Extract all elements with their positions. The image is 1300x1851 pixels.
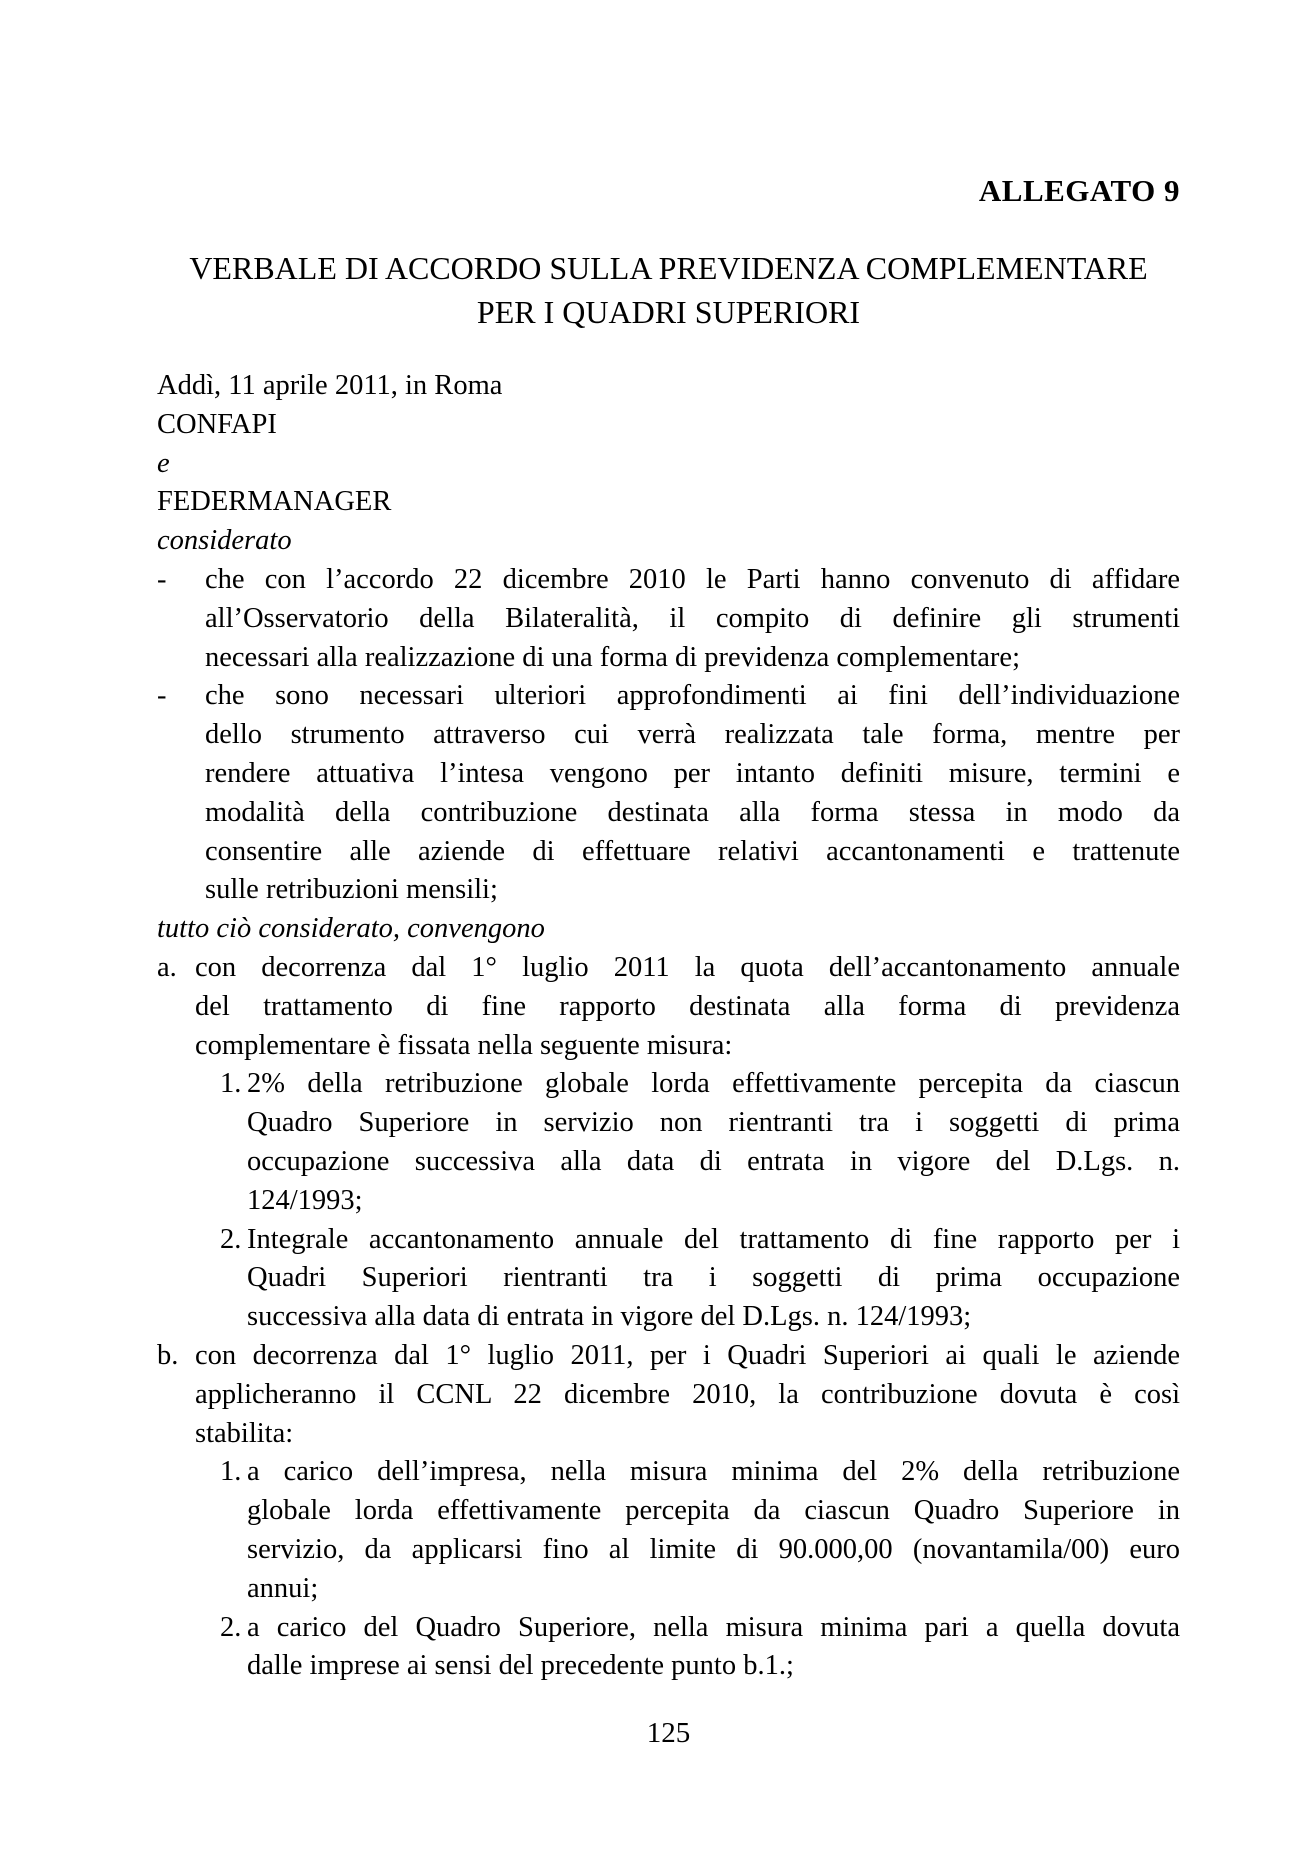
item-line: Integrale accantonamento annuale del trattamento di fine rapporto per i [247,1223,1180,1255]
title-line: PER I QUADRI SUPERIORI [476,294,861,330]
document-body [157,367,1180,1686]
item-line: applicheranno il CCNL 22 dicembre 2010, la contribuzione dovuta è così [195,1378,1180,1410]
item-line: complementare è fissata nella seguente misura: [195,1029,733,1061]
item-line: occupazione successiva alla data di entrata in vigore del D.Lgs. n. [247,1145,1180,1177]
title-line: VERBALE DI ACCORDO SULLA PREVIDENZA COMPLEMENTARE [189,250,1148,286]
item-line: dello strumento attraverso cui verrà realizzata tale forma, mentre per [205,719,1180,751]
list-marker: - [157,680,167,712]
document-title [157,246,1180,334]
item-line: all’Osservatorio della Bilateralità, il compito di definire gli strumenti [205,602,1180,634]
paragraph-line: Addì, 11 aprile 2011, in Roma [157,370,503,401]
paragraph-line: FEDERMANAGER [157,486,392,518]
list-item-lines [205,561,1180,677]
list-item [157,1453,1180,1608]
list-item [157,1221,1180,1337]
paragraph-line: tutto ciò considerato, convengono [157,913,545,945]
list-item [157,677,1180,910]
list-item-lines [195,1337,1180,1453]
item-line: Quadro Superiore in servizio non rientranti tra i soggetti di prima [247,1107,1180,1139]
list-item-lines [247,1221,1180,1337]
list-item-lines [247,1453,1180,1608]
list-marker: 2. [220,1611,242,1643]
item-line: che sono necessari ulteriori approfondimenti ai fini dell’individuazione [205,680,1180,712]
annex-label: ALLEGATO 9 [978,173,1180,208]
item-line: necessari alla realizzazione di una forma di previdenza complementare; [205,641,1020,673]
list-marker: - [157,563,167,595]
list-marker: 1. [220,1456,242,1488]
item-line: stabilita: [195,1417,294,1449]
item-line: servizio, da applicarsi fino al limite di 90.000,00 (novantamila/00) euro [247,1533,1180,1565]
item-line: sulle retribuzioni mensili; [205,874,498,906]
list-marker: 1. [220,1068,242,1100]
item-line: a carico dell’impresa, nella misura minima del 2% della retribuzione [247,1456,1180,1488]
item-line: Quadri Superiori rientranti tra i soggetti di prima occupazione [247,1262,1180,1294]
document-content [157,0,1180,1686]
list-item [157,1337,1180,1453]
list-item-lines [247,1065,1180,1220]
item-line: dalle imprese ai sensi del precedente punto b.1.; [247,1650,794,1682]
item-line: a carico del Quadro Superiore, nella misura minima pari a quella dovuta [247,1611,1180,1643]
item-line: consentire alle aziende di effettuare relativi accantonamenti e trattenute [205,835,1180,867]
item-line: annui; [247,1572,319,1604]
item-line: successiva alla data di entrata in vigore del D.Lgs. n. 124/1993; [247,1301,972,1333]
list-marker: a. [157,951,177,983]
paragraph-line: CONFAPI [157,408,277,440]
list-item-lines [247,1609,1180,1687]
list-item [157,1065,1180,1220]
item-line: 2% della retribuzione globale lorda effettivamente percepita da ciascun [247,1068,1180,1100]
list-item [157,561,1180,677]
list-item-lines [205,677,1180,910]
item-line: rendere attuativa l’intesa vengono per intanto definiti misure, termini e [205,757,1180,789]
item-line: del trattamento di fine rapporto destinata alla forma di previdenza [195,990,1180,1022]
list-item-lines [195,949,1180,1065]
list-marker: 2. [220,1223,242,1255]
page-number: 125 [646,1717,691,1749]
item-line: che con l’accordo 22 dicembre 2010 le Parti hanno convenuto di affidare [205,563,1180,595]
item-line: modalità della contribuzione destinata alla forma stessa in modo da [205,796,1180,828]
item-line: globale lorda effettivamente percepita da ciascun Quadro Superiore in [247,1495,1180,1527]
item-line: 124/1993; [247,1184,363,1216]
item-line: con decorrenza dal 1° luglio 2011 la quota dell’accantonamento annuale [195,951,1180,983]
item-line: con decorrenza dal 1° luglio 2011, per i Quadri Superiori ai quali le aziende [195,1339,1180,1371]
paragraph-line: e [157,447,170,479]
paragraph-line: considerato [157,525,292,557]
list-item [157,949,1180,1065]
list-item [157,1609,1180,1687]
list-marker: b. [157,1339,179,1371]
